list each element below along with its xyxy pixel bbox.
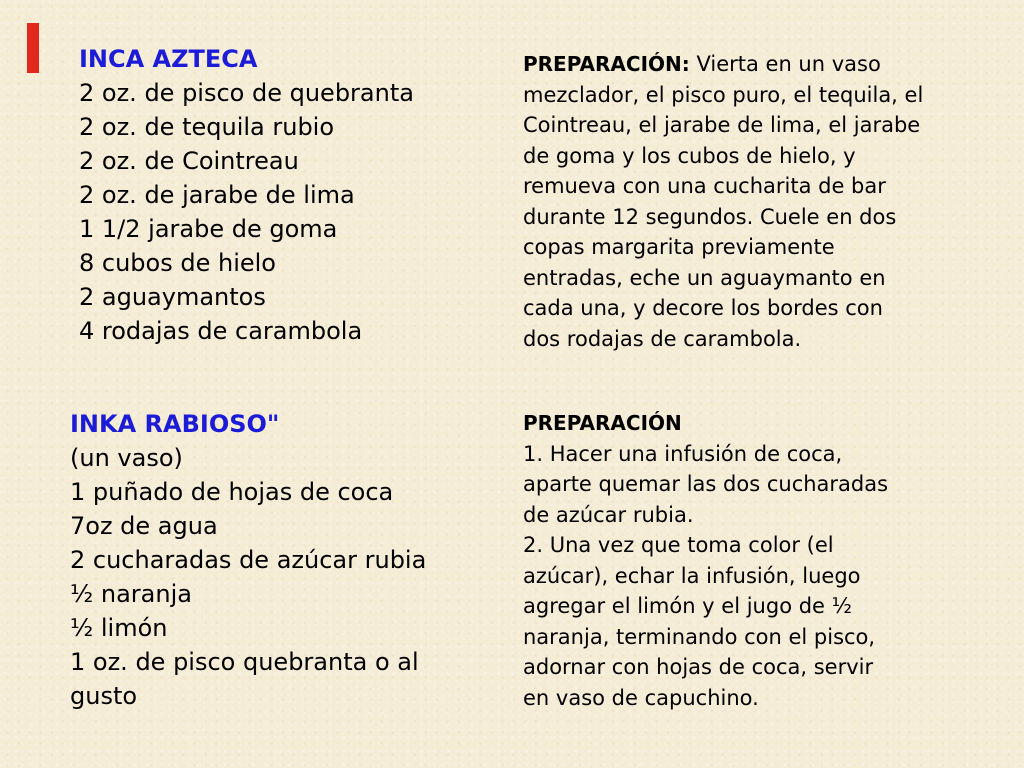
ingredient-line: gusto: [70, 682, 138, 710]
ingredient-line: 1 puñado de hojas de coca: [70, 478, 394, 506]
slide-accent-bar: [27, 23, 39, 73]
ingredient-line: 2 aguaymantos: [79, 283, 266, 311]
preparation-line: de goma y los cubos de hielo, y: [523, 143, 856, 168]
ingredient-line: 2 oz. de tequila rubio: [79, 113, 335, 141]
recipe-inka-rabioso: [70, 407, 426, 713]
preparation-label: PREPARACIÓN:: [523, 52, 690, 76]
ingredient-line: 2 oz. de jarabe de lima: [79, 181, 355, 209]
ingredient-line: 1 1/2 jarabe de goma: [79, 215, 338, 243]
preparation-line: azúcar), echar la infusión, luego: [523, 563, 861, 588]
preparation-line: agregar el limón y el jugo de ½: [523, 594, 852, 618]
preparation-line: en vaso de capuchino.: [523, 685, 759, 710]
ingredient-line: 8 cubos de hielo: [79, 249, 276, 277]
recipe-title: INCA AZTECA: [79, 45, 258, 73]
ingredient-line: ½ limón: [70, 614, 168, 642]
ingredient-line: (un vaso): [70, 444, 183, 472]
preparation-line: naranja, terminando con el pisco,: [523, 624, 876, 649]
preparation-line: [523, 49, 923, 80]
preparation-line: 1. Hacer una infusión de coca,: [523, 441, 843, 466]
preparation-line: copas margarita previamente: [523, 235, 835, 259]
preparation-line: cada una, y decore los bordes con: [523, 296, 883, 320]
preparation-line: mezclador, el pisco puro, el tequila, el: [523, 82, 924, 107]
ingredient-line: ½ naranja: [70, 580, 192, 608]
ingredient-line: 2 cucharadas de azúcar rubia: [70, 546, 427, 574]
ingredient-line: 7oz de agua: [70, 512, 218, 540]
ingredient-line: 2 oz. de Cointreau: [79, 147, 299, 175]
ingredient-line: 2 oz. de pisco de quebranta: [79, 79, 414, 107]
recipe-inca-azteca: [79, 42, 414, 348]
preparation-line: adornar con hojas de coca, servir: [523, 655, 874, 679]
preparation-inka-rabioso: [523, 408, 888, 713]
preparation-line: Cointreau, el jarabe de lima, el jarabe: [523, 113, 921, 137]
preparation-line: dos rodajas de carambola.: [523, 326, 802, 351]
preparation-inca-azteca: [523, 49, 923, 354]
preparation-line: entradas, eche un aguaymanto en: [523, 265, 886, 290]
preparation-label: PREPARACIÓN: [523, 411, 682, 435]
ingredient-line: 4 rodajas de carambola: [79, 317, 363, 345]
preparation-text: Vierta en un vaso: [696, 52, 881, 76]
preparation-line: durante 12 segundos. Cuele en dos: [523, 204, 897, 229]
preparation-line: remueva con una cucharita de bar: [523, 174, 886, 198]
ingredient-line: 1 oz. de pisco quebranta o al: [70, 648, 419, 676]
preparation-line: 2. Una vez que toma color (el: [523, 533, 834, 557]
recipe-title: INKA RABIOSO": [70, 410, 280, 438]
preparation-line: de azúcar rubia.: [523, 502, 694, 527]
preparation-line: aparte quemar las dos cucharadas: [523, 472, 889, 496]
